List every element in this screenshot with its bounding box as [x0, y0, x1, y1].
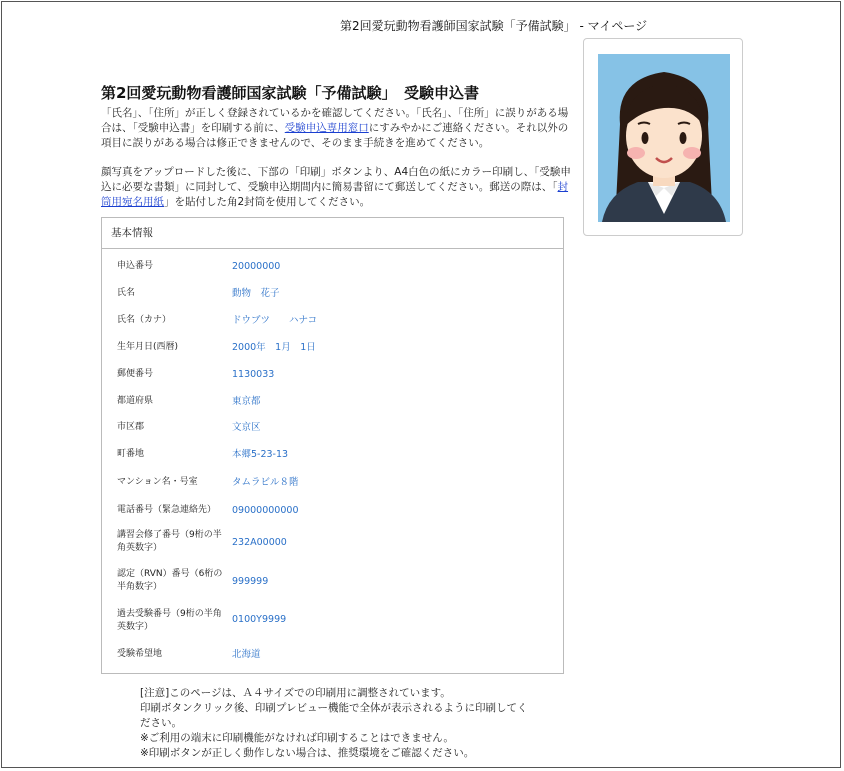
applicant-photo — [598, 54, 730, 222]
notice-line: ※印刷ボタンが正しく動作しない場合は、推奨環境をご確認ください。 — [140, 747, 475, 759]
info-label: 講習会修了番号（9桁の半角英数字） — [117, 530, 222, 553]
notice-line: [注意]このページは、Ａ４サイズでの印刷用に調整されています。 — [140, 687, 451, 699]
intro-section — [101, 82, 571, 210]
basic-info-heading: 基本情報 — [102, 218, 563, 249]
info-value: 2000年 1月 1日 — [232, 342, 316, 353]
intro-p1-text-2: にすみやかにご連絡ください。それ以外の項目に誤りがある場合は修正できませんので、そのまま手続きを進めてください。 — [101, 122, 569, 149]
info-value: 文京区 — [232, 422, 261, 433]
info-value: 20000000 — [232, 261, 281, 272]
info-label: 受験希望地 — [117, 649, 163, 659]
info-label: 氏名 — [117, 288, 136, 298]
page-header-title: 第2回愛玩動物看護師国家試験「予備試験」 - マイページ — [340, 19, 648, 33]
intro-paragraph-2 — [101, 165, 571, 210]
info-value: 東京都 — [232, 396, 261, 407]
info-value: ドウブツ ハナコ — [232, 315, 318, 326]
info-label: 町番地 — [117, 449, 145, 459]
application-window-link[interactable]: 受験申込専用窓口 — [284, 122, 369, 134]
info-label: 過去受験番号（9桁の半角英数字） — [117, 609, 222, 632]
info-value: 0100Y9999 — [232, 614, 287, 625]
info-value: 1130033 — [232, 369, 275, 380]
info-label: 申込番号 — [117, 261, 154, 271]
info-value: 999999 — [232, 576, 269, 587]
intro-p1-text-1: 「氏名」、「住所」が正しく登録されているかを確認してください。「氏名」、「住所」に誤りがある場合は、「受験申込書」を印刷する前に、 — [101, 107, 569, 134]
print-notice — [140, 686, 530, 761]
notice-line: ※ご利用の端末に印刷機能がなければ印刷することはできません。 — [140, 732, 454, 744]
info-value: 232A00000 — [232, 537, 287, 548]
woman-illustration-icon — [598, 54, 730, 222]
intro-p2-text-1: 顔写真をアップロードした後に、下部の「印刷」ボタンより、A4白色の紙にカラー印刷し、「受験申込に必要な書類」に同封して、受験申込期間内に簡易書留にて郵送してください。郵送の際は、「 — [101, 166, 571, 193]
info-value: 動物 花子 — [232, 288, 280, 299]
info-value: 北海道 — [232, 649, 261, 660]
form-title: 第2回愛玩動物看護師国家試験「予備試験」 受験申込書 — [101, 84, 479, 102]
intro-p2-text-2: 」を貼付した角2封筒を使用してください。 — [164, 196, 371, 208]
info-value: 本郷5-23-13 — [232, 449, 289, 460]
info-label: 認定（RVN）番号（6桁の半角数字） — [117, 569, 223, 592]
info-label: 都道府県 — [117, 396, 154, 406]
photo-card — [583, 38, 743, 236]
info-label: マンション名・号室 — [117, 477, 198, 487]
info-label: 電話番号（緊急連絡先） — [117, 505, 217, 515]
info-label: 氏名（カナ） — [117, 315, 172, 325]
info-value: タムラビル８階 — [232, 477, 299, 488]
info-label: 生年月日(西暦) — [117, 342, 179, 352]
envelope-address-form-link[interactable]: 封筒用宛名用紙 — [101, 181, 569, 208]
intro-paragraph-1 — [101, 106, 571, 151]
notice-line: 印刷ボタンクリック後、印刷プレビュー機能で全体が表示されるように印刷してください。 — [140, 702, 528, 729]
info-label: 郵便番号 — [117, 369, 154, 379]
info-label: 市区郡 — [117, 422, 145, 432]
basic-info-panel — [101, 217, 564, 674]
info-value: 09000000000 — [232, 505, 299, 516]
